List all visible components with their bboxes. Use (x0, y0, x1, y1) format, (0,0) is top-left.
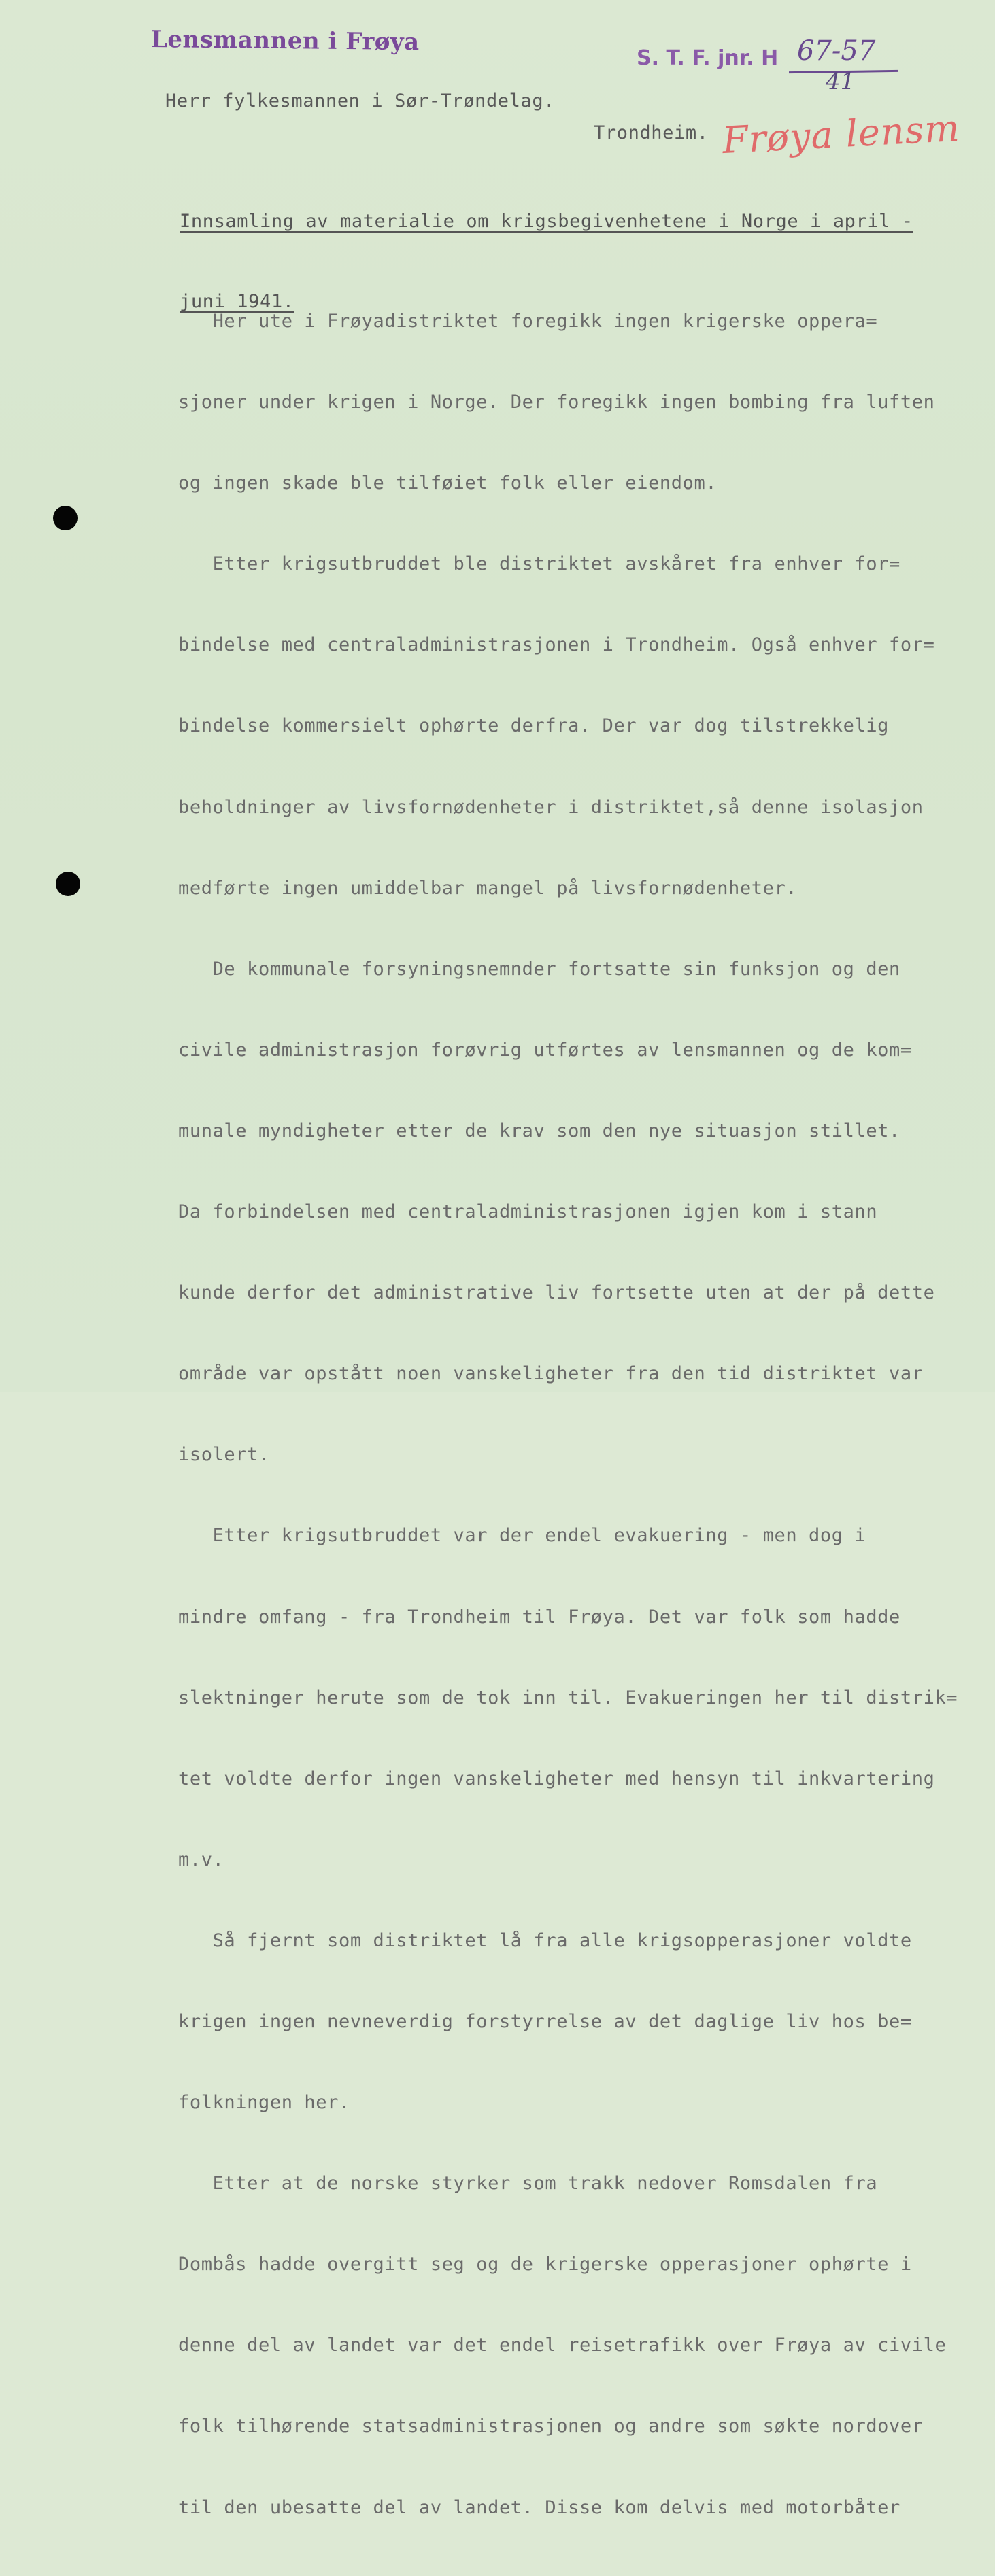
body-line: Her ute i Frøyadistriktet foregikk ingen krigerske oppera= (178, 311, 878, 332)
body-line: og ingen skade ble tilføiet folk eller eiendom. (178, 473, 718, 494)
body-line: folkningen her. (178, 2092, 350, 2114)
subject-line: juni 1941. (180, 291, 294, 312)
journal-stamp: S. T. F. jnr. H (637, 46, 779, 70)
body-line: Så fjernt som distriktet lå fra alle krigsopperasjoner voldte (178, 1929, 912, 1951)
body-line: civile administrasjon forøvrig utførtes av lensmannen og de kom= (178, 1039, 912, 1061)
body-line: m.v. (178, 1849, 224, 1870)
body-line: bindelse med centraladministrasjonen i Trondheim. Også enhver for= (178, 634, 935, 656)
punch-hole (53, 506, 78, 530)
recipient-line: Herr fylkesmannen i Sør-Trøndelag. (165, 90, 556, 111)
punch-hole (56, 872, 80, 896)
body-line: kunde derfor det administrative liv fortsette uten at der på dette (178, 1282, 935, 1304)
body-line: bindelse kommersielt ophørte derfra. Der var dog tilstrekkelig (178, 715, 890, 737)
body-line: Etter at de norske styrker som trakk nedover Romsdalen fra (178, 2173, 878, 2195)
recipient-city: Trondheim. (594, 122, 709, 143)
body-line: isolert. (178, 1444, 270, 1466)
handwritten-note: Frøya lensm (721, 106, 962, 162)
body-line: krigen ingen nevneverdig forstyrrelse av det daglige liv hos be= (178, 2010, 912, 2032)
body-line: slektninger herute som de tok inn til. Evakueringen her til distrik= (178, 1687, 958, 1708)
body-line: til den ubesatte del av landet. Disse kom delvis med motorbåter (178, 2496, 900, 2518)
journal-number: 67-57 (797, 35, 876, 67)
body-line: denne del av landet var det endel reisetrafikk over Frøya av civile (178, 2335, 947, 2356)
body-line: Da forbindelsen med centraladministrasjonen igjen kom i stann (178, 1201, 878, 1223)
body-line: beholdninger av livsfornødenheter i distriktet,så denne isolasjon (178, 796, 924, 818)
body-line: mindre omfang - fra Trondheim til Frøya. Det var folk som hadde (178, 1606, 900, 1628)
body-line: Etter krigsutbruddet ble distriktet avskåret fra enhver for= (178, 553, 900, 575)
body-line: Etter krigsutbruddet var der endel evakuering - men dog i (178, 1525, 866, 1547)
sender-stamp: Lensmannen i Frøya (150, 26, 420, 56)
body-line: Dombås hadde overgitt seg og de krigerske opperasjoner ophørte i (178, 2254, 912, 2276)
letter-body (178, 267, 958, 2576)
journal-year: 41 (826, 68, 856, 95)
body-line: De kommunale forsyningsnemnder fortsatte sin funksjon og den (178, 958, 900, 980)
body-line: munale myndigheter etter de krav som den nye situasjon stillet. (178, 1120, 900, 1141)
subject-line: Innsamling av materialie om krigsbegivenhetene i Norge i april - (180, 211, 913, 232)
body-line: folk tilhørende statsadministrasjonen og andre som søkte nordover (178, 2416, 924, 2437)
body-line: sjoner under krigen i Norge. Der foregikk ingen bombing fra luften (178, 392, 935, 413)
body-line: område var opstått noen vanskeligheter fra den tid distriktet var (178, 1363, 924, 1385)
body-line: tet voldte derfor ingen vanskeligheter med hensyn til inkvartering (178, 1768, 935, 1789)
body-line: medførte ingen umiddelbar mangel på livsfornødenheter. (178, 877, 798, 899)
